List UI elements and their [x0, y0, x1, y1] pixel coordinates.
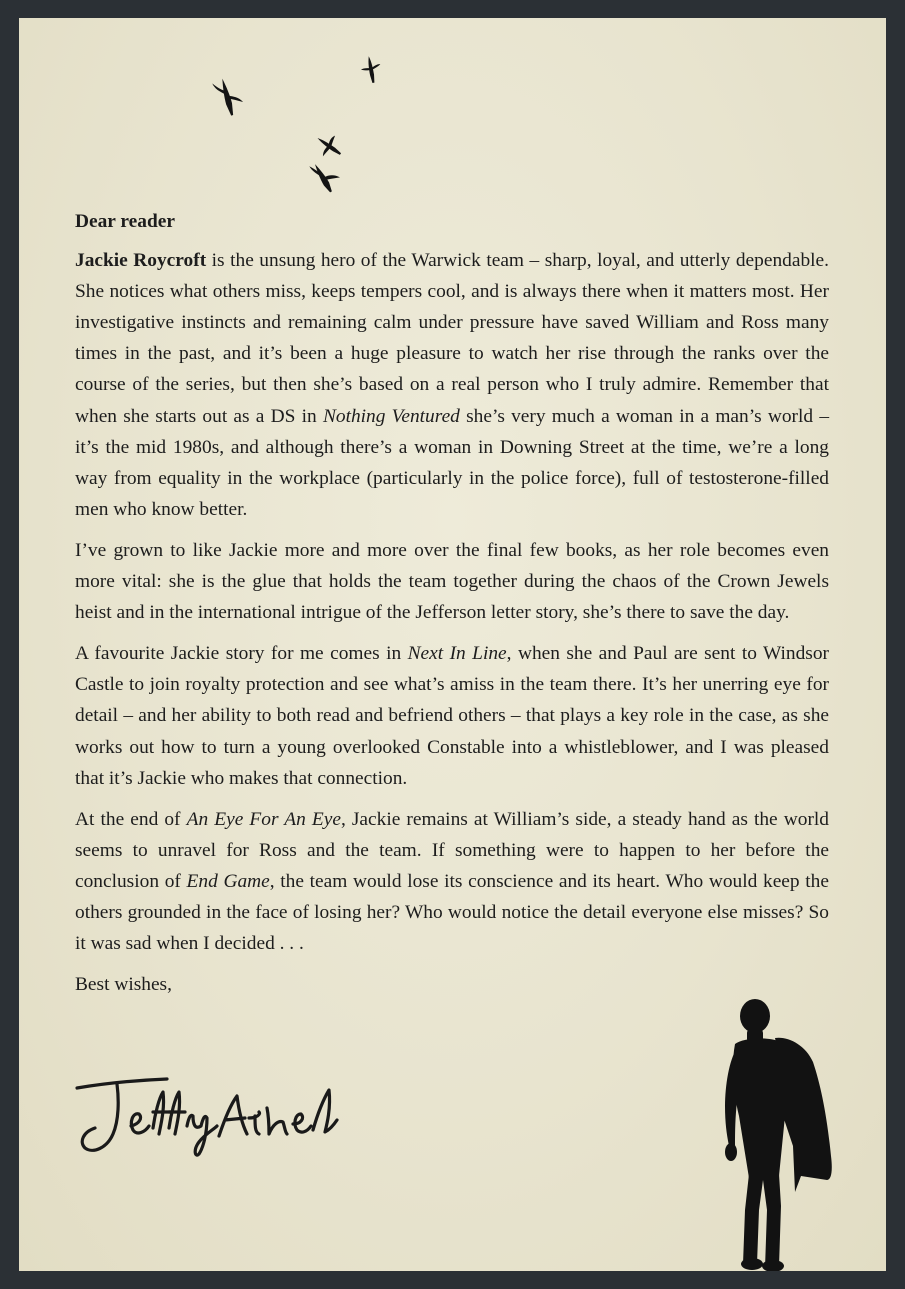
- book-title-next-in-line: Next In Line: [407, 643, 507, 665]
- character-name: Jackie Roycroft: [75, 250, 207, 272]
- bird-3: [311, 128, 348, 164]
- paragraph-4-text-c: , the team would lose its conscience and its heart. Who would keep the others grounded in the face of losing her? Who would notice the detail everyone else misses? So it was sad when I decided . . .: [75, 870, 829, 955]
- paragraph-3-text-a: A favourite Jackie story for me comes in: [75, 643, 408, 665]
- bird-2: [359, 54, 383, 84]
- book-title-nothing-ventured: Nothing Ventured: [322, 405, 460, 427]
- letter-greeting: Dear reader: [75, 211, 175, 232]
- book-title-end-game: End Game: [186, 870, 270, 892]
- paragraph-1: [75, 245, 829, 525]
- bird-1: [212, 75, 246, 118]
- flying-birds-illustration: [19, 18, 419, 218]
- paragraph-4-text-b: , Jackie remains at William’s side, a steady hand as the world seems to unravel for Ross and the team. If something were to happen to her before the conclusion of: [75, 808, 830, 892]
- paragraph-2: I’ve grown to like Jackie more and more over the final few books, as her role becomes even more vital: she is the glue that holds the team together during the chaos of the Crown Jewels heist and in the international intrigue of the Jefferson letter story, she’s there to save the day.: [75, 539, 829, 624]
- paragraph-1-text-a: is the unsung hero of the Warwick team – sharp, loyal, and utterly dependable. She notices what others miss, keeps tempers cool, and is always there when it matters most. Her investigative instincts and remaining calm under pressure have saved William and Ross many times in the past, and it’s been a huge pleasure to watch her rise through the ranks over the course of the series, but then she’s based on a real person who I truly admire. Remember that when she starts out as a DS in: [75, 250, 829, 427]
- paragraph-1-text-b: she’s very much a woman in a man’s world – it’s the mid 1980s, and although there’s a woman in Downing Street at the time, we’re a long way from equality in the workplace (particularly in the police force), full of testosterone-filled men who know better.: [75, 405, 830, 520]
- paragraph-3-text-b: , when she and Paul are sent to Windsor Castle to join royalty protection and see what’s amiss in the team there. It’s her unerring eye for detail – and her ability to both read and befriend others – that plays a key role in the case, as she works out how to turn a young overlooked Constable into a whistleblower, and I was pleased that it’s Jackie who makes that connection.: [75, 643, 829, 789]
- letter-signoff: Best wishes,: [75, 974, 172, 996]
- book-title-an-eye-for-an-eye: An Eye For An Eye: [186, 808, 341, 830]
- paragraph-3: [75, 638, 829, 793]
- letter-body: [75, 206, 829, 1000]
- bird-4: [309, 156, 344, 195]
- paragraph-4: [75, 804, 829, 959]
- walking-man-silhouette: [709, 996, 849, 1271]
- letter-page: [19, 18, 886, 1271]
- handwritten-signature: [73, 1068, 353, 1168]
- paragraph-4-text-a: At the end of: [75, 808, 187, 830]
